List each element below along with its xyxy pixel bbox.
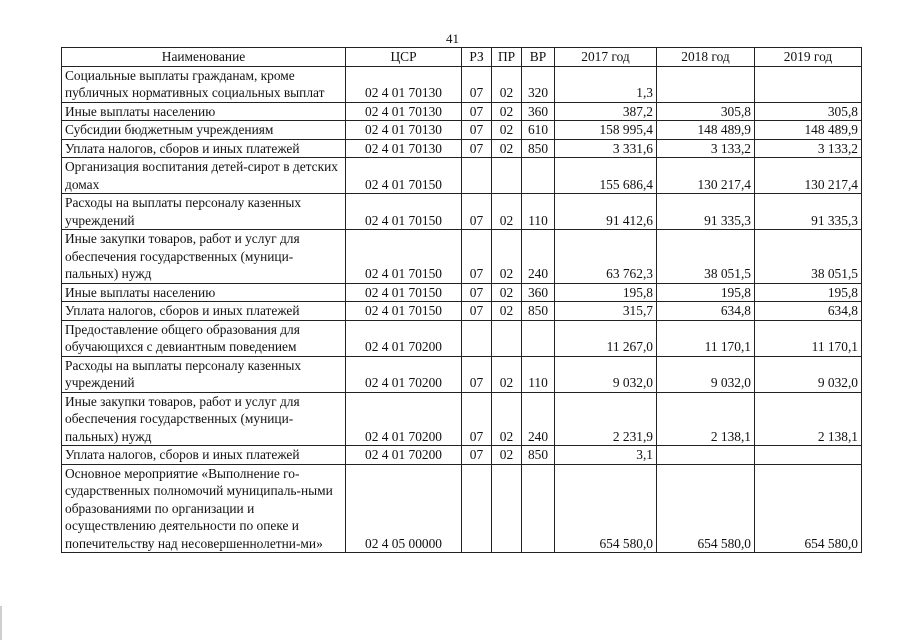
cell-rz: 07 [462,230,492,284]
cell-pr [492,320,522,356]
cell-name: Социальные выплаты гражданам, кроме публичных нормативных социальных выплат [62,66,346,102]
cell-2019: 91 335,3 [755,194,862,230]
cell-rz: 07 [462,392,492,446]
table-row [62,66,862,102]
cell-pr [492,464,522,553]
table-row [62,139,862,158]
scan-edge-mark [0,606,2,640]
cell-rz: 07 [462,121,492,140]
cell-rz [462,158,492,194]
cell-vr: 240 [522,392,555,446]
header-csr: ЦСР [346,48,462,67]
cell-pr: 02 [492,356,522,392]
cell-pr: 02 [492,139,522,158]
table-row [62,102,862,121]
cell-csr: 02 4 01 70130 [346,102,462,121]
cell-rz: 07 [462,194,492,230]
cell-rz: 07 [462,302,492,321]
table-header-row [62,48,862,67]
cell-rz: 07 [462,139,492,158]
cell-2019: 305,8 [755,102,862,121]
cell-pr: 02 [492,66,522,102]
cell-name: Расходы на выплаты персоналу казенных учреждений [62,356,346,392]
cell-csr: 02 4 01 70130 [346,139,462,158]
cell-2017: 1,3 [555,66,657,102]
cell-2017: 195,8 [555,283,657,302]
cell-2019 [755,66,862,102]
cell-pr: 02 [492,102,522,121]
cell-vr [522,320,555,356]
cell-vr: 610 [522,121,555,140]
table-row [62,446,862,465]
cell-2019 [755,446,862,465]
cell-vr: 850 [522,302,555,321]
cell-vr: 320 [522,66,555,102]
table-body [62,66,862,553]
cell-csr: 02 4 05 00000 [346,464,462,553]
table-row [62,158,862,194]
header-rz: РЗ [462,48,492,67]
cell-vr: 850 [522,139,555,158]
cell-vr [522,464,555,553]
cell-csr: 02 4 01 70130 [346,121,462,140]
cell-name: Расходы на выплаты персоналу казенных учреждений [62,194,346,230]
cell-2017: 9 032,0 [555,356,657,392]
cell-name: Иные выплаты населению [62,283,346,302]
cell-2018: 305,8 [657,102,755,121]
cell-2019: 9 032,0 [755,356,862,392]
cell-pr: 02 [492,194,522,230]
cell-2019: 38 051,5 [755,230,862,284]
cell-name: Предоставление общего образования для обучающихся с девиантным поведением [62,320,346,356]
cell-2018: 9 032,0 [657,356,755,392]
cell-2017: 3,1 [555,446,657,465]
table-row [62,392,862,446]
cell-2018: 195,8 [657,283,755,302]
cell-vr: 240 [522,230,555,284]
cell-2017: 654 580,0 [555,464,657,553]
cell-csr: 02 4 01 70150 [346,230,462,284]
cell-name: Уплата налогов, сборов и иных платежей [62,446,346,465]
cell-2018: 38 051,5 [657,230,755,284]
cell-pr: 02 [492,302,522,321]
cell-name: Иные закупки товаров, работ и услуг для обеспечения государственных (муници-пальных) нужд [62,392,346,446]
cell-2017: 3 331,6 [555,139,657,158]
cell-2018: 130 217,4 [657,158,755,194]
cell-2017: 155 686,4 [555,158,657,194]
cell-2018: 2 138,1 [657,392,755,446]
table-row [62,121,862,140]
header-vr: ВР [522,48,555,67]
cell-2018: 3 133,2 [657,139,755,158]
cell-vr: 850 [522,446,555,465]
cell-name: Субсидии бюджетным учреждениям [62,121,346,140]
cell-name: Иные закупки товаров, работ и услуг для обеспечения государственных (муници-пальных) нужд [62,230,346,284]
cell-2017: 91 412,6 [555,194,657,230]
cell-csr: 02 4 01 70130 [346,66,462,102]
cell-2017: 2 231,9 [555,392,657,446]
table-row [62,194,862,230]
cell-2017: 158 995,4 [555,121,657,140]
cell-2017: 387,2 [555,102,657,121]
cell-name: Организация воспитания детей-сирот в детских домах [62,158,346,194]
cell-2019: 634,8 [755,302,862,321]
cell-vr: 360 [522,102,555,121]
cell-pr: 02 [492,121,522,140]
cell-2019: 11 170,1 [755,320,862,356]
cell-vr: 360 [522,283,555,302]
cell-2017: 11 267,0 [555,320,657,356]
header-2018: 2018 год [657,48,755,67]
cell-2018 [657,66,755,102]
cell-csr: 02 4 01 70200 [346,320,462,356]
cell-rz: 07 [462,356,492,392]
table-row [62,283,862,302]
cell-name: Уплата налогов, сборов и иных платежей [62,302,346,321]
cell-csr: 02 4 01 70200 [346,392,462,446]
cell-csr: 02 4 01 70200 [346,446,462,465]
cell-pr: 02 [492,392,522,446]
cell-2017: 63 762,3 [555,230,657,284]
cell-2019: 3 133,2 [755,139,862,158]
cell-csr: 02 4 01 70150 [346,302,462,321]
cell-rz: 07 [462,283,492,302]
cell-2018: 654 580,0 [657,464,755,553]
cell-vr: 110 [522,356,555,392]
cell-name: Уплата налогов, сборов и иных платежей [62,139,346,158]
cell-vr [522,158,555,194]
cell-2018 [657,446,755,465]
cell-pr [492,158,522,194]
cell-2018: 634,8 [657,302,755,321]
cell-2018: 91 335,3 [657,194,755,230]
cell-csr: 02 4 01 70150 [346,283,462,302]
cell-vr: 110 [522,194,555,230]
header-2017: 2017 год [555,48,657,67]
cell-pr: 02 [492,230,522,284]
table-row [62,464,862,553]
table-row [62,356,862,392]
cell-2018: 11 170,1 [657,320,755,356]
cell-2017: 315,7 [555,302,657,321]
cell-pr: 02 [492,283,522,302]
cell-rz [462,320,492,356]
page-number: 41 [446,31,459,46]
cell-csr: 02 4 01 70150 [346,194,462,230]
cell-pr: 02 [492,446,522,465]
cell-2019: 148 489,9 [755,121,862,140]
header-name: Наименование [62,48,346,67]
cell-rz: 07 [462,446,492,465]
cell-2019: 654 580,0 [755,464,862,553]
table-row [62,320,862,356]
cell-csr: 02 4 01 70150 [346,158,462,194]
cell-name: Основное мероприятие «Выполнение го-сударственных полномочий муниципаль-ными образованиями по организации и осуществлению деятельности по опеке и попечительству над несовершеннолетни-ми» [62,464,346,553]
cell-rz: 07 [462,102,492,121]
cell-name: Иные выплаты населению [62,102,346,121]
cell-2019: 2 138,1 [755,392,862,446]
table-row [62,302,862,321]
cell-2019: 195,8 [755,283,862,302]
cell-rz: 07 [462,66,492,102]
cell-csr: 02 4 01 70200 [346,356,462,392]
header-2019: 2019 год [755,48,862,67]
header-pr: ПР [492,48,522,67]
cell-rz [462,464,492,553]
cell-2018: 148 489,9 [657,121,755,140]
cell-2019: 130 217,4 [755,158,862,194]
table-row [62,230,862,284]
budget-table [61,47,862,553]
